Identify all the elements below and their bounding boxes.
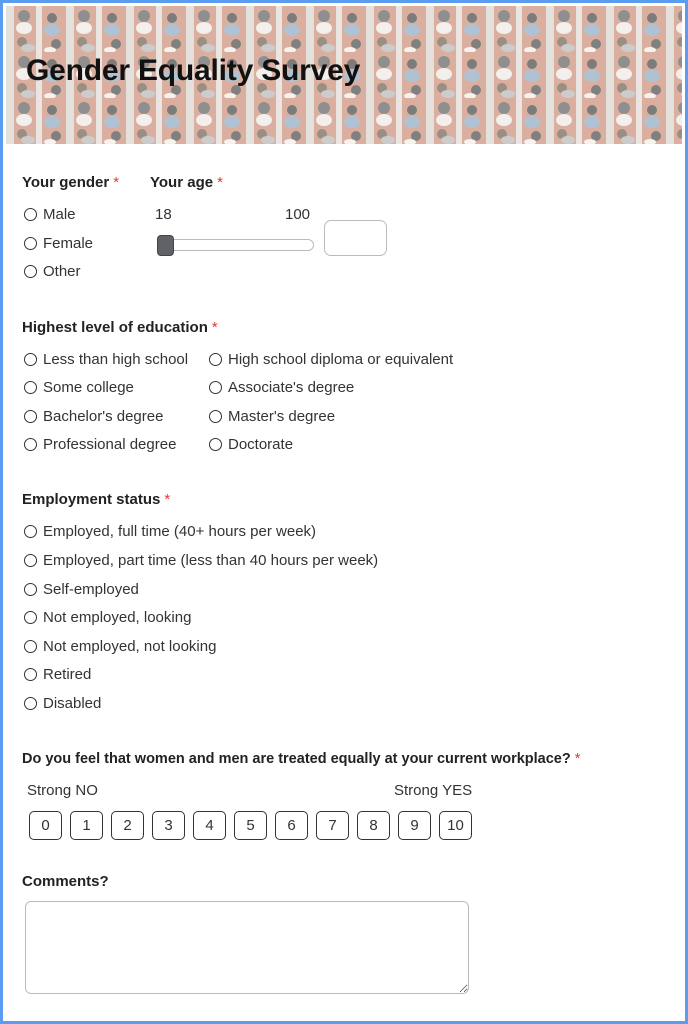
employment-option-self-employed[interactable] (24, 581, 139, 598)
required-mark: * (113, 174, 120, 191)
gender-option-female[interactable] (24, 235, 93, 252)
radio-circle-icon[interactable] (209, 438, 222, 451)
employment-label-text: Employment status (22, 491, 161, 508)
header-banner (6, 6, 682, 144)
employment-option-disabled[interactable] (24, 695, 101, 712)
radio-circle-icon[interactable] (24, 265, 37, 278)
age-min-label: 18 (155, 206, 172, 223)
employment-option-label: Retired (43, 666, 92, 683)
radio-circle-icon[interactable] (24, 583, 37, 596)
age-slider-handle[interactable] (157, 235, 174, 256)
employment-question-label (22, 491, 170, 508)
required-mark: * (164, 491, 171, 508)
scale-option-2[interactable]: 2 (111, 811, 144, 840)
education-option-doctorate[interactable] (209, 436, 293, 453)
education-option-label: Bachelor's degree (43, 408, 164, 425)
employment-option-label: Employed, part time (less than 40 hours per week) (43, 552, 379, 569)
radio-circle-icon[interactable] (24, 237, 37, 250)
education-option-label: Associate's degree (228, 379, 355, 396)
education-label-text: Highest level of education (22, 319, 208, 336)
comments-textarea[interactable] (25, 901, 469, 994)
education-question-label (22, 319, 218, 336)
scale-option-0[interactable]: 0 (29, 811, 62, 840)
gender-option-other[interactable] (24, 263, 81, 280)
education-option-bachelors[interactable] (24, 408, 163, 425)
scale-option-3[interactable]: 3 (152, 811, 185, 840)
scale-option-8[interactable]: 8 (357, 811, 390, 840)
radio-circle-icon[interactable] (24, 410, 37, 423)
education-option-label: Master's degree (228, 408, 336, 425)
employment-option-label: Disabled (43, 695, 102, 712)
required-mark: * (211, 319, 218, 336)
gender-question-label (22, 174, 119, 191)
radio-circle-icon[interactable] (209, 381, 222, 394)
employment-option-part-time[interactable] (24, 552, 378, 569)
radio-circle-icon[interactable] (209, 410, 222, 423)
radio-circle-icon[interactable] (24, 381, 37, 394)
radio-circle-icon[interactable] (24, 668, 37, 681)
required-mark: * (574, 751, 581, 767)
scale-low-label: Strong NO (27, 782, 98, 799)
radio-circle-icon[interactable] (209, 353, 222, 366)
education-option-label: Some college (43, 379, 134, 396)
scale-option-7[interactable]: 7 (316, 811, 349, 840)
gender-label-text: Your gender (22, 174, 110, 191)
equality-scale (29, 811, 472, 840)
radio-circle-icon[interactable] (24, 640, 37, 653)
age-question-label (150, 174, 223, 191)
employment-option-not-employed-not-looking[interactable] (24, 638, 216, 655)
required-mark: * (217, 174, 223, 191)
employment-option-full-time[interactable] (24, 523, 316, 540)
radio-circle-icon[interactable] (24, 525, 37, 538)
education-option-less-than-high-school[interactable] (24, 351, 188, 368)
scale-option-4[interactable]: 4 (193, 811, 226, 840)
employment-option-label: Self-employed (43, 581, 139, 598)
radio-circle-icon[interactable] (24, 208, 37, 221)
comments-label: Comments? (22, 873, 109, 890)
education-option-label: High school diploma or equivalent (228, 351, 454, 368)
age-input[interactable] (324, 220, 387, 256)
age-slider-track[interactable] (160, 239, 314, 251)
gender-option-label: Male (43, 206, 76, 223)
radio-circle-icon[interactable] (24, 353, 37, 366)
education-option-associates[interactable] (209, 379, 354, 396)
employment-option-retired[interactable] (24, 666, 91, 683)
employment-option-label: Employed, full time (40+ hours per week) (43, 523, 317, 540)
education-option-label: Professional degree (43, 436, 177, 453)
scale-high-label: Strong YES (394, 782, 473, 799)
scale-option-5[interactable]: 5 (234, 811, 267, 840)
education-option-masters[interactable] (209, 408, 335, 425)
education-option-high-school[interactable] (209, 351, 453, 368)
education-option-label: Less than high school (43, 351, 189, 368)
education-option-label: Doctorate (228, 436, 294, 453)
age-label-text: Your age (150, 174, 214, 191)
gender-option-male[interactable] (24, 206, 76, 223)
employment-option-label: Not employed, not looking (43, 638, 217, 655)
education-option-professional[interactable] (24, 436, 176, 453)
employment-option-not-employed-looking[interactable] (24, 609, 191, 626)
scale-option-6[interactable]: 6 (275, 811, 308, 840)
age-max-label: 100 (285, 206, 311, 223)
scale-option-10[interactable]: 10 (439, 811, 472, 840)
employment-option-label: Not employed, looking (43, 609, 192, 626)
radio-circle-icon[interactable] (24, 611, 37, 624)
gender-option-label: Female (43, 235, 94, 252)
radio-circle-icon[interactable] (24, 554, 37, 567)
radio-circle-icon[interactable] (24, 438, 37, 451)
equality-question-label (22, 751, 580, 767)
education-option-some-college[interactable] (24, 379, 134, 396)
gender-option-label: Other (43, 263, 81, 280)
scale-option-1[interactable]: 1 (70, 811, 103, 840)
equality-label-text: Do you feel that women and men are treated equally at your current workplace? (22, 751, 571, 767)
radio-circle-icon[interactable] (24, 697, 37, 710)
scale-option-9[interactable]: 9 (398, 811, 431, 840)
page-title: Gender Equality Survey (26, 54, 361, 87)
